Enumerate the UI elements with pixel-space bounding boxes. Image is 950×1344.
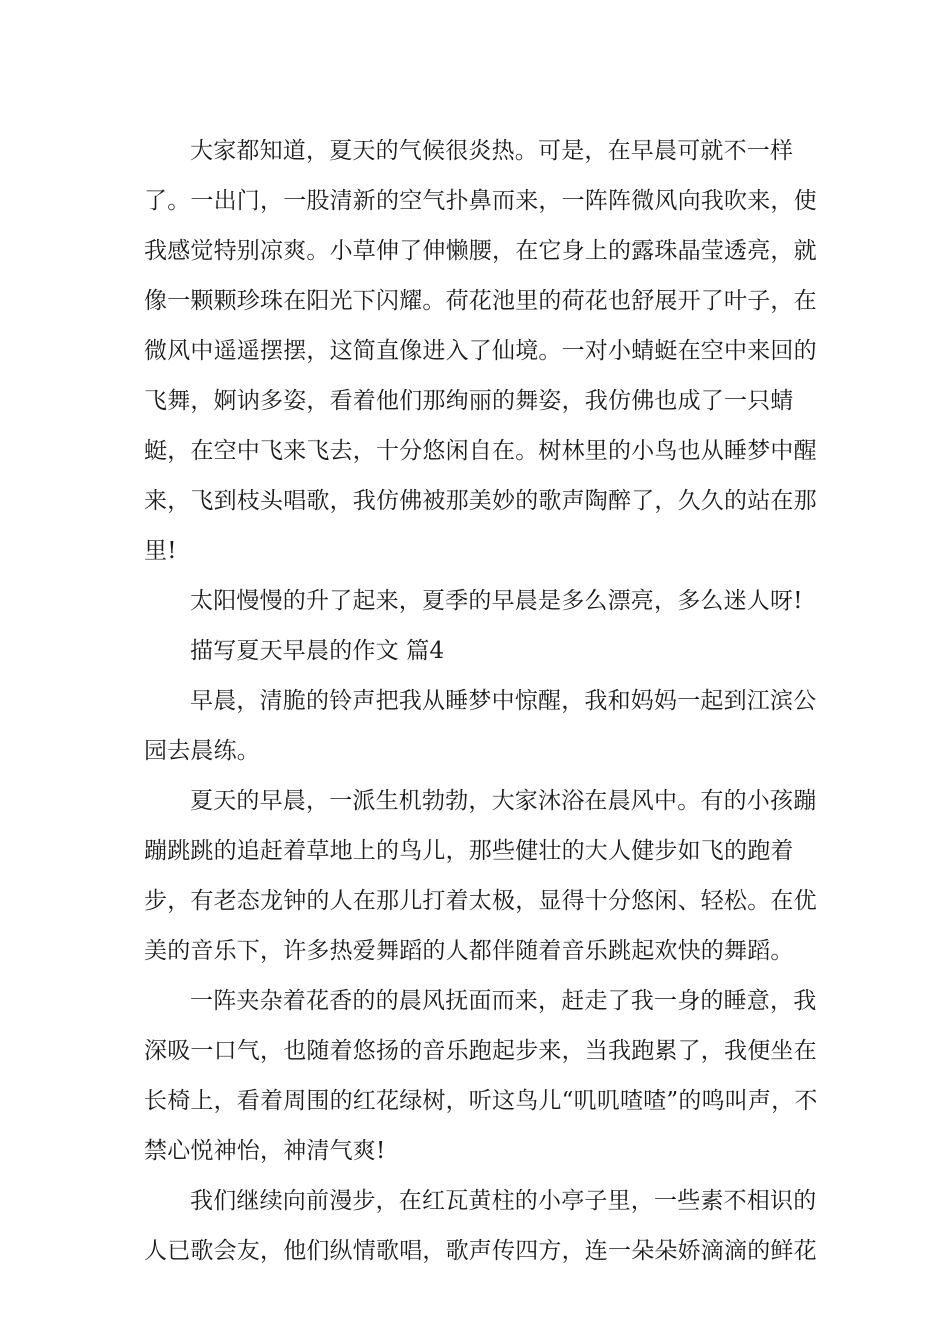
paragraph-morning-scene: 大家都知道，夏天的气候很炎热。可是，在早晨可就不一样了。一出门，一股清新的空气扑鼻而来，一阵阵微风向我吹来，使我感觉特别凉爽。小草伸了伸懒腰，在它身上的露珠晶莹透亮，就像一颗颗珍珠在阳光下闪耀。荷花池里的荷花也舒展开了叶子，在微风中遥遥摆摆，这简直像进入了仙境。一对小蜻蜓在空中来回的飞舞，婀讷多姿，看着他们那绚丽的舞姿，我仿佛也成了一只蜻蜓，在空中飞来飞去，十分悠闲自在。树林里的小鸟也从睡梦中醒来，飞到枝头唱歌，我仿佛被那美妙的歌声陶醉了，久久的站在那里! [144,138,817,564]
paragraph-morning-breeze: 一阵夹杂着花香的的晨风抚面而来，赶走了我一身的睡意，我深吸一口气，也随着悠扬的音乐跑起步来，当我跑累了，我便坐在长椅上，看着周围的红花绿树，听这鸟儿“叽叽喳喳”的鸣叫声，不禁心悦神怡，神清气爽! [144,988,818,1164]
essay-heading: 描写夏天早晨的作文 篇4 [190,638,445,664]
paragraph-pavilion: 我们继续向前漫步，在红瓦黄柱的小亭子里，一些素不相识的人已歌会友，他们纵情歌唱，歌声传四方，连一朵朵娇滴滴的鲜花 [144,1188,817,1264]
paragraph-sunrise: 太阳慢慢的升了起来，夏季的早晨是多么漂亮，多么迷人呀! [190,588,803,614]
paragraph-park-activity: 夏天的早晨，一派生机勃勃，大家沐浴在晨风中。有的小孩蹦蹦跳跳的追赶着草地上的鸟儿，那些健壮的大人健步如飞的跑着步，有老态龙钟的人在那儿打着太极，显得十分悠闲、轻松。在优美的音乐下，许多热爱舞蹈的人都伴随着音乐跳起欢快的舞蹈。 [144,788,817,964]
paragraph-wake-up: 早晨，清脆的铃声把我从睡梦中惊醒，我和妈妈一起到江滨公园去晨练。 [144,688,817,764]
document-body [144,126,834,1276]
